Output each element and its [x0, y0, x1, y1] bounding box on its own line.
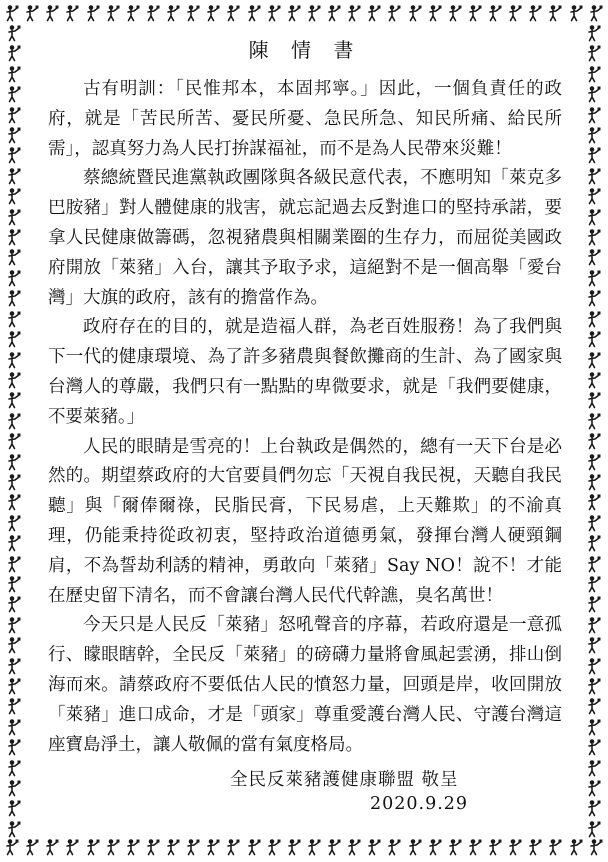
decorative-figure-icon: [286, 838, 302, 856]
decorative-figure-icon: [586, 310, 602, 328]
decorative-figure-icon: [6, 65, 22, 83]
decorative-figure-icon: [547, 4, 563, 22]
decorative-figure-icon: [586, 330, 602, 348]
decorative-border-right: [584, 24, 604, 838]
decorative-figure-icon: [586, 412, 602, 430]
decorative-figure-icon: [586, 248, 602, 266]
decorative-figure-icon: [467, 4, 483, 22]
decorative-figure-icon: [586, 677, 602, 695]
decorative-figure-icon: [64, 838, 80, 856]
paragraph-1: 古有明訓：「民惟邦本，本固邦寧。」因此，一個負責任的政府，就是「苦民所苦、憂民所憂、急民所急、知民所痛、給民所需」，認真努力為人民打拚謀福祉，而不是為人民帶來災難！: [48, 79, 562, 159]
decorative-figure-icon: [586, 453, 602, 471]
decorative-figure-icon: [145, 838, 161, 856]
decorative-figure-icon: [125, 4, 141, 22]
decorative-figure-icon: [6, 310, 22, 328]
decorative-figure-icon: [586, 473, 602, 491]
decorative-figure-icon: [586, 228, 602, 246]
decorative-figure-icon: [326, 4, 342, 22]
decorative-figure-icon: [447, 4, 463, 22]
decorative-figure-icon: [586, 779, 602, 797]
decorative-figure-icon: [225, 4, 241, 22]
decorative-figure-icon: [346, 4, 362, 22]
decorative-figure-icon: [586, 391, 602, 409]
decorative-figure-icon: [586, 85, 602, 103]
decorative-figure-icon: [586, 44, 602, 62]
decorative-figure-icon: [586, 126, 602, 144]
decorative-figure-icon: [6, 208, 22, 226]
decorative-figure-icon: [586, 269, 602, 287]
decorative-figure-icon: [24, 4, 40, 22]
decorative-border-bottom: [4, 838, 604, 858]
decorative-figure-icon: [586, 351, 602, 369]
decorative-figure-icon: [6, 534, 22, 552]
decorative-figure-icon: [586, 65, 602, 83]
decorative-figure-icon: [6, 514, 22, 532]
decorative-figure-icon: [4, 4, 20, 22]
decorative-figure-icon: [586, 534, 602, 552]
decorative-figure-icon: [487, 838, 503, 856]
decorative-figure-icon: [165, 838, 181, 856]
paragraph-4: 人民的眼睛是雪亮的！上台執政是偶然的，總有一天下台是必然的。期望蔡政府的大官要員們勿忘「天視自我民視，天聽自我民聽」與「爾俸爾祿，民脂民膏，下民易虐，上天難欺」的不渝真理，仍能秉持從政初衷，堅持政治道德勇氣，發揮台灣人硬頸鋼肩，不為誓劫利誘的精神，勇敢向「萊豬」Say NO！說不！才能在歷史留下清名，而不會讓台灣人民代代幹譙，臭名萬世！: [48, 436, 562, 606]
decorative-figure-icon: [586, 371, 602, 389]
decorative-figure-icon: [6, 820, 22, 838]
decorative-figure-icon: [586, 514, 602, 532]
paragraph-3: 政府存在的目的，就是造福人群，為老百姓服務！為了我們與下一代的健康環境、為了許多豬農與餐飲攤商的生計、為了國家與台灣人的尊嚴，我們只有一點點的卑微要求，就是「我們要健康，不要萊豬。」: [48, 317, 562, 427]
decorative-figure-icon: [6, 493, 22, 511]
decorative-figure-icon: [487, 4, 503, 22]
decorative-figure-icon: [586, 738, 602, 756]
decorative-figure-icon: [6, 269, 22, 287]
decorative-figure-icon: [205, 4, 221, 22]
decorative-figure-icon: [326, 838, 342, 856]
decorative-figure-icon: [6, 432, 22, 450]
signature: 全民反萊豬護健康聯盟 敬呈: [230, 770, 459, 790]
decorative-figure-icon: [306, 4, 322, 22]
decorative-figure-icon: [44, 838, 60, 856]
decorative-figure-icon: [386, 838, 402, 856]
decorative-figure-icon: [407, 838, 423, 856]
decorative-figure-icon: [588, 838, 604, 856]
decorative-figure-icon: [6, 126, 22, 144]
decorative-figure-icon: [6, 616, 22, 634]
decorative-figure-icon: [6, 799, 22, 817]
decorative-figure-icon: [427, 4, 443, 22]
decorative-figure-icon: [586, 24, 602, 42]
decorative-figure-icon: [185, 838, 201, 856]
decorative-figure-icon: [6, 391, 22, 409]
decorative-figure-icon: [586, 493, 602, 511]
decorative-figure-icon: [586, 208, 602, 226]
decorative-figure-icon: [447, 838, 463, 856]
decorative-figure-icon: [286, 4, 302, 22]
decorative-figure-icon: [467, 838, 483, 856]
decorative-border-top: [4, 4, 604, 24]
decorative-figure-icon: [6, 473, 22, 491]
decorative-figure-icon: [24, 838, 40, 856]
decorative-figure-icon: [586, 575, 602, 593]
decorative-figure-icon: [346, 838, 362, 856]
decorative-figure-icon: [6, 677, 22, 695]
decorative-figure-icon: [586, 595, 602, 613]
decorative-figure-icon: [266, 4, 282, 22]
decorative-figure-icon: [586, 718, 602, 736]
decorative-figure-icon: [586, 697, 602, 715]
decorative-figure-icon: [507, 4, 523, 22]
decorative-figure-icon: [407, 4, 423, 22]
decorative-figure-icon: [6, 371, 22, 389]
decorative-figure-icon: [586, 759, 602, 777]
decorative-figure-icon: [105, 4, 121, 22]
decorative-figure-icon: [6, 289, 22, 307]
decorative-figure-icon: [586, 187, 602, 205]
decorative-figure-icon: [85, 838, 101, 856]
decorative-figure-icon: [246, 4, 262, 22]
decorative-figure-icon: [6, 595, 22, 613]
decorative-figure-icon: [6, 412, 22, 430]
decorative-figure-icon: [586, 432, 602, 450]
decorative-figure-icon: [586, 146, 602, 164]
decorative-figure-icon: [568, 838, 584, 856]
decorative-figure-icon: [586, 657, 602, 675]
decorative-figure-icon: [527, 838, 543, 856]
decorative-figure-icon: [185, 4, 201, 22]
decorative-figure-icon: [386, 4, 402, 22]
decorative-figure-icon: [6, 167, 22, 185]
paragraph-2: 蔡總統暨民進黨執政團隊與各級民意代表，不應明知「萊克多巴胺豬」對人體健康的戕害，就忘記過去反對進口的堅持承諾，要拿人民健康做籌碼，忽視豬農與相關業圈的生存力，而屈從美國政府開放「萊豬」入台，讓其予取予求，這絕對不是一個高舉「愛台灣」大旗的政府，該有的擔當作為。: [48, 168, 562, 308]
decorative-figure-icon: [507, 838, 523, 856]
letter-title: 陳 情 書: [248, 38, 362, 62]
decorative-figure-icon: [205, 838, 221, 856]
decorative-figure-icon: [64, 4, 80, 22]
decorative-figure-icon: [85, 4, 101, 22]
decorative-figure-icon: [6, 24, 22, 42]
decorative-figure-icon: [6, 779, 22, 797]
decorative-figure-icon: [6, 453, 22, 471]
decorative-figure-icon: [306, 838, 322, 856]
decorative-figure-icon: [366, 4, 382, 22]
decorative-figure-icon: [586, 106, 602, 124]
decorative-figure-icon: [125, 838, 141, 856]
decorative-figure-icon: [6, 85, 22, 103]
decorative-figure-icon: [6, 575, 22, 593]
decorative-figure-icon: [6, 248, 22, 266]
decorative-figure-icon: [547, 838, 563, 856]
decorative-figure-icon: [6, 759, 22, 777]
decorative-figure-icon: [145, 4, 161, 22]
decorative-figure-icon: [427, 838, 443, 856]
decorative-figure-icon: [6, 187, 22, 205]
decorative-figure-icon: [44, 4, 60, 22]
letter-body: [48, 34, 562, 760]
decorative-figure-icon: [6, 228, 22, 246]
decorative-figure-icon: [165, 4, 181, 22]
decorative-figure-icon: [6, 351, 22, 369]
decorative-figure-icon: [568, 4, 584, 22]
decorative-figure-icon: [6, 44, 22, 62]
decorative-figure-icon: [225, 838, 241, 856]
decorative-figure-icon: [586, 555, 602, 573]
decorative-figure-icon: [6, 657, 22, 675]
decorative-figure-icon: [6, 738, 22, 756]
decorative-figure-icon: [586, 167, 602, 185]
decorative-border-left: [4, 24, 24, 838]
decorative-figure-icon: [266, 838, 282, 856]
decorative-figure-icon: [6, 330, 22, 348]
decorative-figure-icon: [6, 146, 22, 164]
decorative-figure-icon: [586, 289, 602, 307]
decorative-figure-icon: [588, 4, 604, 22]
letter-date: 2020.9.29: [370, 794, 469, 814]
decorative-figure-icon: [6, 718, 22, 736]
decorative-figure-icon: [105, 838, 121, 856]
decorative-figure-icon: [6, 106, 22, 124]
decorative-figure-icon: [527, 4, 543, 22]
decorative-figure-icon: [6, 555, 22, 573]
decorative-figure-icon: [586, 636, 602, 654]
decorative-figure-icon: [4, 838, 20, 856]
decorative-figure-icon: [6, 636, 22, 654]
decorative-figure-icon: [6, 697, 22, 715]
paragraph-5: 今天只是人民反「萊豬」怒吼聲音的序幕，若政府還是一意孤行、矇眼瞎幹，全民反「萊豬」的磅礴力量將會風起雲湧，排山倒海而來。請蔡政府不要低估人民的憤怒力量，回頭是岸，收回開放「萊豬」進口成命，才是「頭家」尊重愛護台灣人民、守護台灣這座寶島淨土，讓人敬佩的當有氣度格局。: [48, 615, 562, 755]
decorative-figure-icon: [246, 838, 262, 856]
decorative-figure-icon: [586, 616, 602, 634]
decorative-figure-icon: [586, 799, 602, 817]
decorative-figure-icon: [586, 820, 602, 838]
decorative-figure-icon: [366, 838, 382, 856]
